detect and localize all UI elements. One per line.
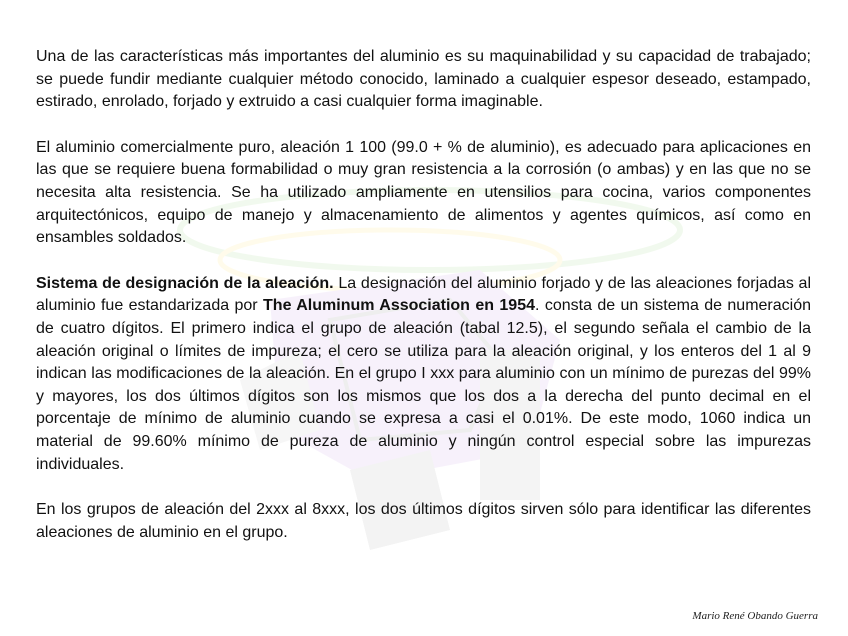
paragraph-designation-system <box>36 273 811 476</box>
paragraph-pure-aluminum: El aluminio comercialmente puro, aleación 1 100 (99.0 + % de aluminio), es adecuado para aplicaciones en las que se requiere buena formabilidad o muy gran resistencia a la corrosión (o ambas) y en las que no se necesita alta resistencia. Se ha utilizado ampliamente en utensilios para cocina, varios componentes arquitectónicos, equipo de manejo y almacenamiento de alimentos y agentes químicos, así como en ensambles soldados. <box>36 138 811 247</box>
document-body <box>36 46 811 544</box>
aluminum-association: The Aluminum Association en 1954 <box>263 297 535 315</box>
paragraph-machinability: Una de las características más importantes del aluminio es su maquinabilidad y su capacidad de trabajado; se puede fundir mediante cualquier método conocido, laminado a cualquier espesor deseado, estampado, estirado, enrolado, forjado y extruido a casi cualquier forma imaginable. <box>36 48 811 111</box>
author-signature: Mario René Obando Guerra <box>692 610 818 622</box>
paragraph-alloy-groups: En los grupos de aleación del 2xxx al 8xxx, los dos últimos dígitos sirven sólo para identificar las diferentes aleaciones de aluminio en el grupo. <box>36 501 811 541</box>
designation-heading: Sistema de designación de la aleación. <box>36 274 334 292</box>
designation-text-2: . consta de un sistema de numeración de cuatro dígitos. El primero indica el grupo de aleación (tabal 12.5), el segundo señala el cambio de la aleación original o límites de impureza; el cero se utiliza para la aleación original, y los enteros del 1 al 9 indican las modificaciones de la aleación. En el grupo I xxx para aluminio con un mínimo de purezas del 99% y mayores, los dos últimos dígitos son los mismos que los dos a la derecha del punto decimal en el porcentaje de mínimo de aluminio cuando se expresa a casi el 0.01%. De este modo, 1060 indica un material de 99.60% mínimo de pureza de aluminio y ningún control especial sobre las impurezas individuales. <box>36 297 812 473</box>
designation-text-1: La designación del aluminio forjado y de las aleaciones forjadas al aluminio fue estandarizada por <box>36 274 812 315</box>
